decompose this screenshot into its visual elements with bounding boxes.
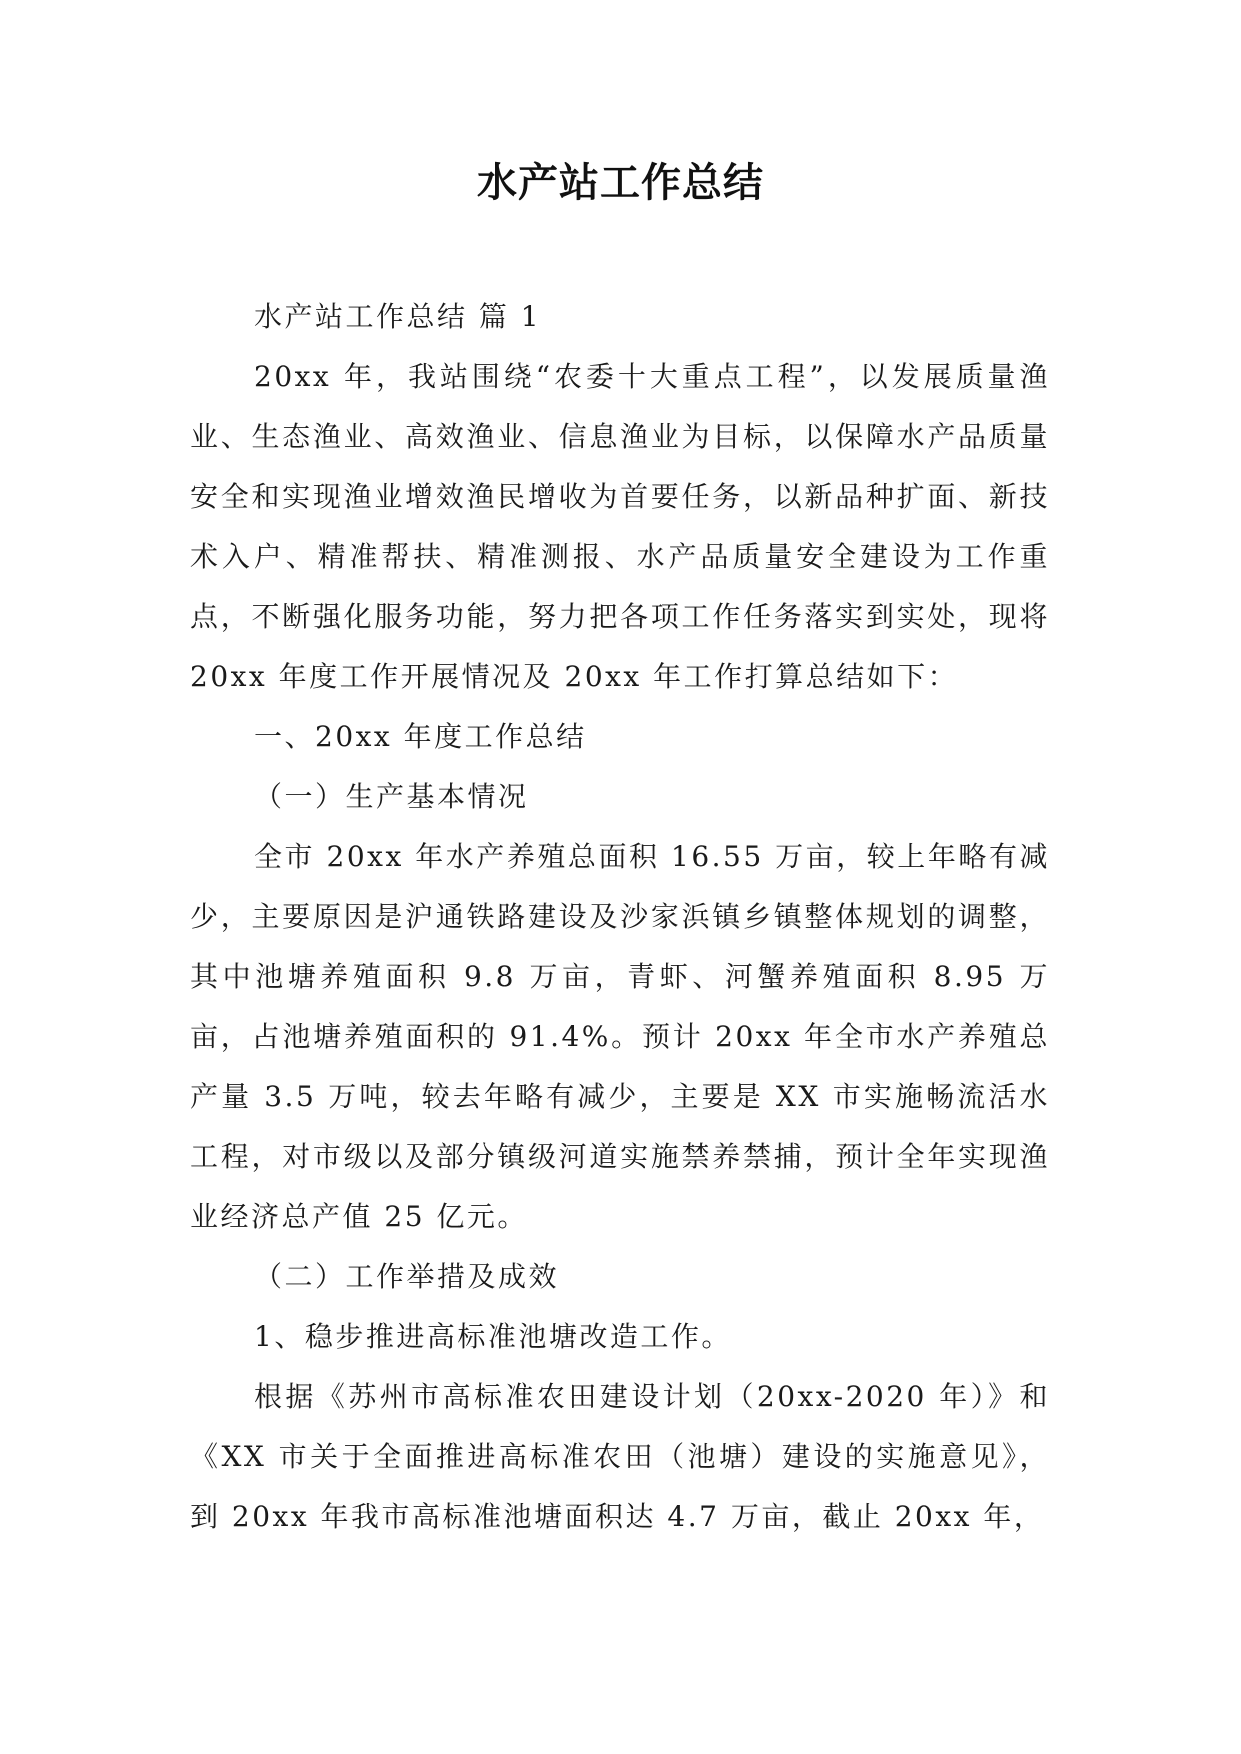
subsection-heading: （一）生产基本情况: [254, 780, 529, 813]
subsection-heading: （二）工作举措及成效: [254, 1260, 560, 1293]
item-heading: 1、稳步推进高标准池塘改造工作。: [254, 1320, 732, 1353]
section-heading: 一、20xx 年度工作总结: [254, 720, 587, 753]
body-paragraph: 20xx 年，我站围绕“农委十大重点工程”，以发展质量渔业、生态渔业、高效渔业、信息渔业为目标，以保障水产品质量安全和实现渔业增效渔民增收为首要任务，以新品种扩面、新技术入户、精准帮扶、精准测报、水产品质量安全建设为工作重点，不断强化服务功能，努力把各项工作任务落实到实处，现将 20xx 年度工作开展情况及 20xx 年工作打算总结如下：: [190, 360, 1050, 693]
body-paragraph: 根据《苏州市高标准农田建设计划（20xx-2020 年）》和《XX 市关于全面推进高标准农田（池塘）建设的实施意见》，到 20xx 年我市高标准池塘面积达 4.7 万亩，截止 20xx 年，: [190, 1380, 1050, 1533]
document-body: [190, 287, 1050, 1547]
body-paragraph: 全市 20xx 年水产养殖总面积 16.55 万亩，较上年略有减少，主要原因是沪通铁路建设及沙家浜镇乡镇整体规划的调整，其中池塘养殖面积 9.8 万亩，青虾、河蟹养殖面积 8.95 万亩，占池塘养殖面积的 91.4%。预计 20xx 年全市水产养殖总产量 3.5 万吨，较去年略有减少，主要是 XX 市实施畅流活水工程，对市级以及部分镇级河道实施禁养禁捕，预计全年实现渔业经济总产值 25 亿元。: [190, 840, 1050, 1233]
document-title: 水产站工作总结: [477, 160, 764, 206]
section-heading: 水产站工作总结 篇 1: [254, 300, 542, 333]
